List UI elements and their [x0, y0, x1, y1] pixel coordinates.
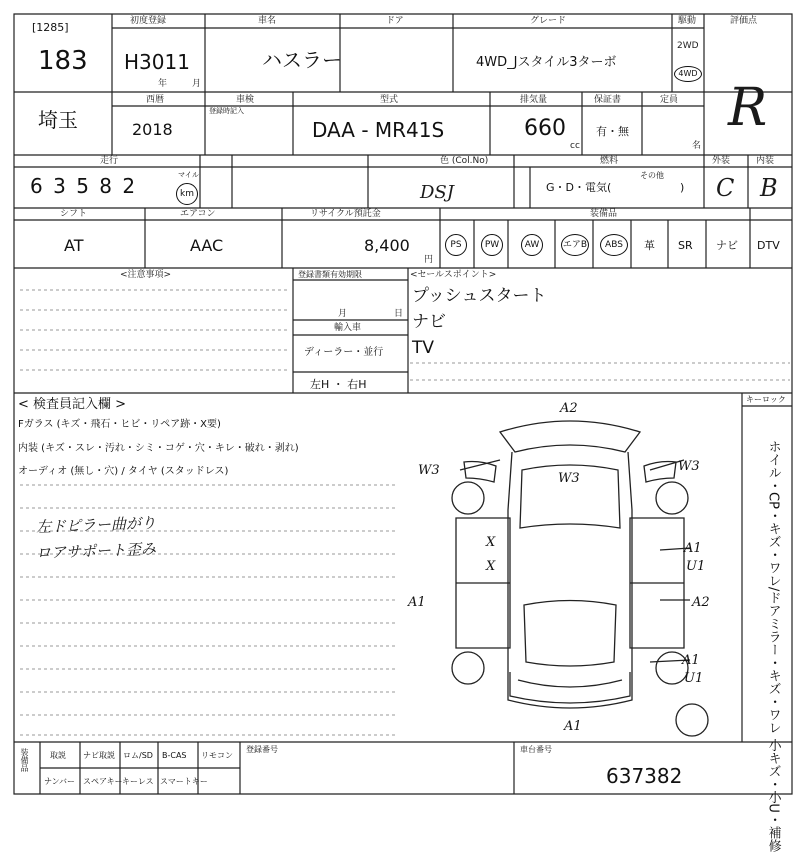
displacement-value: 660 [524, 116, 566, 141]
inspector-line-glass: Fガラス (キズ・飛石・ヒビ・リペア跡・X要) [18, 419, 221, 430]
mark-a1-bottom: A1 [564, 719, 582, 734]
sales-point-item: ナビ [412, 312, 446, 332]
acc-manual: 取説 [50, 751, 66, 760]
score-label: 評価点 [730, 16, 758, 26]
key-lock-label: キーロック [746, 395, 786, 404]
equip-navi: ナビ [716, 239, 738, 252]
mark-a1-left: A1 [408, 595, 426, 610]
exterior-value: C [716, 174, 735, 202]
mark-a1-right-2: A1 [682, 653, 700, 668]
first-reg-value: H3011 [124, 50, 190, 74]
drive-opt-4wd: 4WD [674, 66, 702, 82]
recycle-label: リサイクル預託金 [310, 209, 381, 219]
shift-value: AT [64, 236, 84, 255]
mileage-unit [176, 183, 198, 205]
color-label: 色 (Col.No) [440, 156, 489, 166]
sales-point-item: TV [412, 338, 435, 358]
mark-w3-right: W3 [678, 459, 700, 474]
acc-bcas: B-CAS [162, 751, 187, 760]
capacity-unit: 名 [692, 141, 702, 151]
car-name-value: ハスラー [262, 48, 342, 72]
equip-abs [600, 234, 628, 256]
reg-expiry-day: 日 [394, 309, 404, 319]
fuel-other: その他 [640, 171, 664, 180]
grade-value: 4WD_Jスタイル3ターボ [476, 55, 617, 70]
bottom-acc-label: 装備品 [20, 748, 29, 772]
exterior-label: 外装 [712, 156, 731, 166]
equip-airbag [561, 234, 589, 256]
drive-opt-2wd: 2WD [677, 41, 699, 51]
handwritten-note-support: ロアサポート歪み [35, 539, 157, 563]
lot-number: 183 [38, 46, 88, 76]
mark-w3-center: W3 [558, 471, 580, 486]
equip-abs-label: ABS [600, 234, 628, 256]
chassis-label: 車台番号 [520, 745, 552, 754]
equipment-label: 装備品 [590, 209, 618, 219]
import-label: 輸入車 [334, 323, 362, 333]
acc-number: ナンバー [44, 777, 76, 786]
mark-w3-left: W3 [418, 463, 440, 478]
inspector-label: < 検査員記入欄 > [18, 397, 127, 412]
equip-leather: 革 [644, 239, 655, 252]
western-year-value: 2018 [132, 120, 173, 139]
equip-pw-label: PW [481, 234, 503, 256]
mileage-digit: 3 [53, 174, 68, 198]
mileage-digit: 6 [30, 174, 45, 198]
equip-dtv: DTV [757, 239, 780, 252]
mileage-digit: 2 [122, 174, 138, 198]
sales-point-item: プッシュスタート [412, 286, 547, 306]
capacity-label: 定員 [660, 95, 679, 105]
model-label: 型式 [380, 95, 399, 105]
first-reg-month-unit: 月 [192, 79, 202, 89]
acc-navi-manual: ナビ取説 [83, 751, 115, 760]
color-value: DSJ [420, 182, 454, 203]
aircon-value: AAC [190, 236, 224, 255]
region-value: 埼玉 [38, 108, 78, 132]
mileage-digits [30, 176, 137, 196]
mark-x-2: X [486, 559, 496, 574]
mark-a1-right-1: A1 [684, 541, 702, 556]
acc-smart-key: スマートキー [160, 777, 208, 786]
equip-sr: SR [678, 239, 693, 252]
acc-rom-sd: ロム/SD [123, 751, 153, 760]
reg-expiry-label: 登録書類有効期限 [298, 270, 362, 279]
recycle-value: 8,400 [364, 236, 410, 255]
interior-value: B [760, 174, 778, 202]
notes-label: <注意事項> [120, 270, 172, 280]
lot-bracket-number: [1285] [32, 21, 69, 34]
western-year-label: 西暦 [146, 95, 165, 105]
mileage-digit: 8 [99, 174, 115, 198]
equip-ps-label: PS [445, 234, 467, 256]
fuel-label: 燃料 [600, 156, 619, 166]
inspector-line-audio: オーディオ (無し・穴) / タイヤ (スタッドレス) [18, 466, 229, 477]
grade-label: グレード [530, 16, 567, 26]
mileage-unit-circled: km [176, 183, 198, 205]
mark-a2-top: A2 [560, 401, 578, 416]
equip-aw [521, 234, 543, 256]
inspector-line-interior: 内装 (キズ・スレ・汚れ・シミ・コゲ・穴・キレ・破れ・剥れ) [18, 443, 299, 454]
door-label: ドア [386, 16, 404, 26]
car-damage-diagram [400, 400, 740, 740]
car-name-label: 車名 [258, 16, 277, 26]
mileage-unit-alt: マイル [178, 171, 199, 179]
equip-aw-label: AW [521, 234, 543, 256]
acc-remote: リモコン [201, 751, 233, 760]
inspection-note: 登録時記入 [209, 107, 244, 115]
acc-spare-key: スペアキー [83, 777, 123, 786]
equip-ps [445, 234, 467, 256]
displacement-unit: cc [570, 141, 580, 151]
first-reg-label: 初度登録 [130, 16, 167, 26]
sales-points-label: <セールスポイント> [410, 270, 497, 280]
mileage-digit: 5 [76, 174, 91, 198]
mark-x-1: X [486, 535, 496, 550]
equip-airbag-label: エアB [561, 234, 589, 256]
score-value: R [728, 78, 768, 138]
wheel-mirror-side-text: ホイル・CP・キズ・ワレ/ドアミラー・キズ・ワレ 小キズ・小U・補修 [765, 440, 781, 852]
handwritten-note-pillar: 左ドピラー曲がり [35, 513, 157, 537]
warranty-label: 保証書 [594, 95, 622, 105]
dealer-parallel: ディーラー・並行 [304, 347, 384, 358]
reg-expiry-month: 月 [338, 309, 348, 319]
reg-number-label: 登録番号 [246, 745, 278, 754]
fuel-close: ) [680, 181, 685, 194]
acc-keyless: キーレス [122, 777, 154, 786]
mark-a2-right: A2 [692, 595, 710, 610]
warranty-value: 有・無 [596, 125, 629, 138]
displacement-label: 排気量 [520, 95, 548, 105]
shift-label: シフト [60, 209, 88, 219]
equip-pw [481, 234, 503, 256]
mileage-label: 走行 [100, 156, 119, 166]
mark-u1-right-2: U1 [684, 671, 704, 686]
chassis-value: 637382 [606, 764, 683, 788]
model-value: DAA - MR41S [312, 118, 445, 142]
damage-marks [407, 401, 710, 734]
interior-label: 内装 [756, 156, 775, 166]
fuel-options: G・D・電気( [546, 181, 612, 194]
recycle-unit: 円 [424, 255, 434, 265]
drive-label: 駆動 [678, 16, 697, 26]
steering-side: 左H ・ 右H [310, 378, 367, 391]
first-reg-year-unit: 年 [158, 79, 168, 89]
aircon-label: エアコン [180, 209, 216, 219]
mark-u1-right-1: U1 [686, 559, 706, 574]
inspection-label: 車検 [236, 95, 255, 105]
